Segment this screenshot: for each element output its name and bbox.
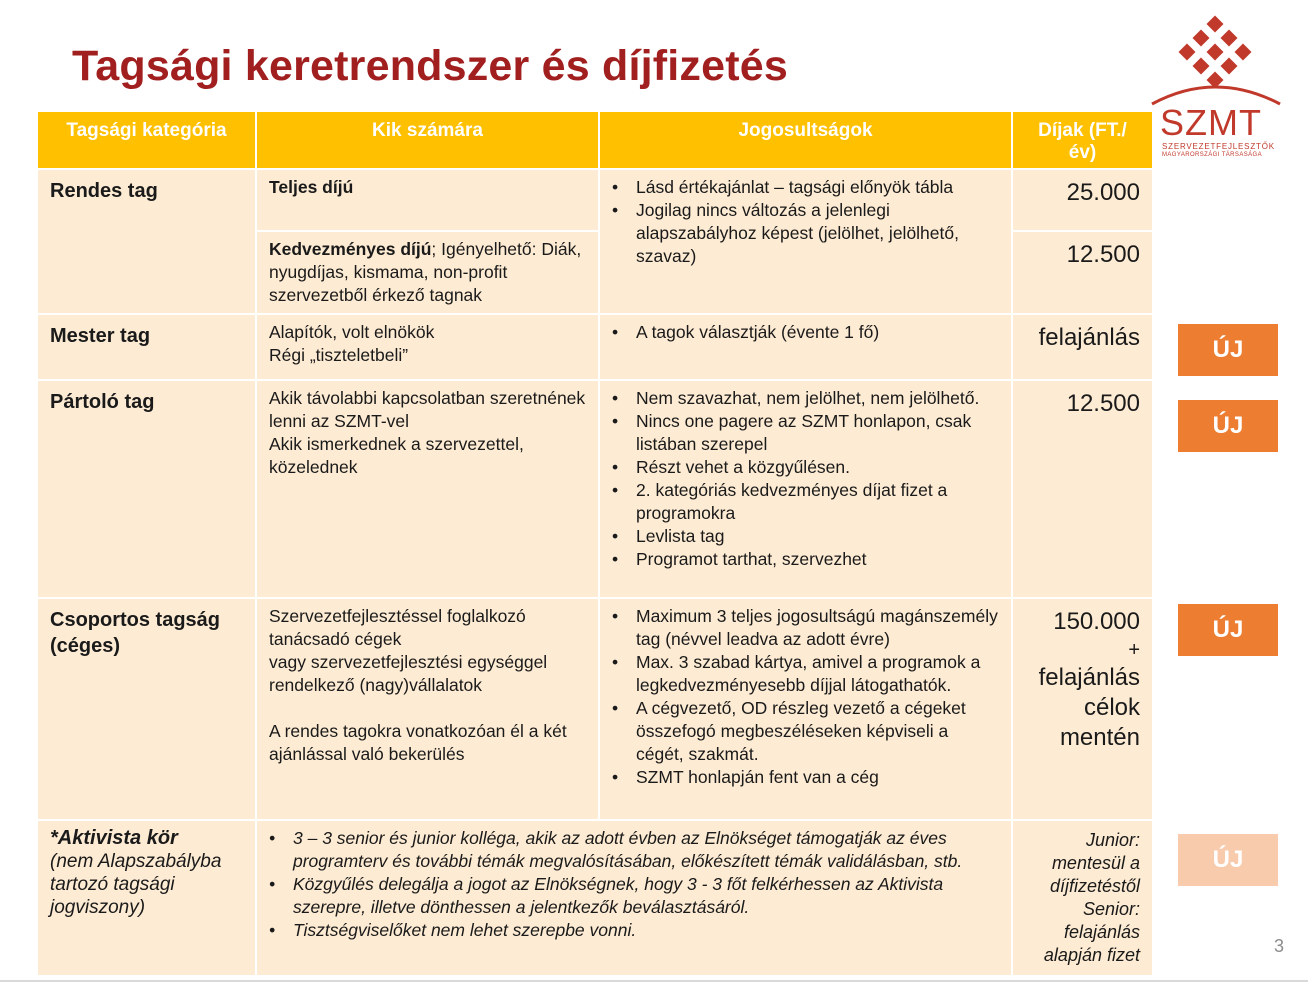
table-row: [37, 314, 1153, 380]
list-item: • Levlista tag: [636, 525, 999, 548]
rights-csoportos: [599, 598, 1012, 820]
header-category: Tagsági kategória: [37, 111, 256, 169]
fee-mester: felajánlás: [1012, 314, 1153, 380]
list-item: • SZMT honlapján fent van a cég: [636, 766, 999, 789]
rights-partolo: [599, 380, 1012, 598]
header-who: Kik számára: [256, 111, 599, 169]
list-item: • Tisztségviselőket nem lehet szerepbe vonni.: [293, 919, 999, 942]
table-row: [37, 598, 1153, 820]
list-item: • Közgyűlés delegálja a jogot az Elnökségnek, hogy 3 - 3 főt felkérhessen az Aktivista szerepre, illetve dönthessen a jelentkezők beválasztásáról.: [293, 873, 999, 919]
fee-rendes-full: 25.000: [1012, 169, 1153, 231]
szmt-logo: [1148, 12, 1288, 172]
rights-mester: [599, 314, 1012, 380]
table-row: [37, 169, 1153, 231]
header-fees: Díjak (FT./év): [1012, 111, 1153, 169]
page-title: Tagsági keretrendszer és díjfizetés: [72, 42, 788, 90]
fee-partolo: 12.500: [1012, 380, 1153, 598]
new-badge-csoportos: ÚJ: [1178, 604, 1278, 656]
list-item: • A cégvezető, OD részleg vezető a cégeket összefogó megbeszéléseken képviseli a cégét, szakmát.: [636, 697, 999, 766]
list-item: • Részt vehet a közgyűlésen.: [636, 456, 999, 479]
header-rights: Jogosultságok: [599, 111, 1012, 169]
bottom-divider: [0, 980, 1308, 982]
new-badge-partolo: ÚJ: [1178, 400, 1278, 452]
list-item: • Jogilag nincs változás a jelenlegi alapszabályhoz képest (jelölhet, jelölhető, szavaz): [636, 199, 999, 268]
who-partolo: Akik távolabbi kapcsolatban szeretnének lenni az SZMT-vel Akik ismerkednek a szervezettel, közelednek: [256, 380, 599, 598]
diamond-pattern-icon: [1148, 12, 1288, 112]
logo-subtitle-2: MAGYARORSZÁGI TÁRSASÁGA: [1162, 152, 1262, 158]
table-row: [37, 380, 1153, 598]
rights-aktivista: [256, 820, 1012, 976]
table-row: [37, 820, 1153, 976]
list-item: • 2. kategóriás kedvezményes díjat fizet a programokra: [636, 479, 999, 525]
list-item: • Lásd értékajánlat – tagsági előnyök tábla: [636, 176, 999, 199]
who-mester: Alapítók, volt elnökök Régi „tiszteletbeli”: [256, 314, 599, 380]
list-item: • 3 – 3 senior és junior kolléga, akik az adott évben az Elnökséget támogatják az éves programterv és további témák megvalósításában, előkészített témák validálásban, stb.: [293, 827, 999, 873]
list-item: • Maximum 3 teljes jogosultságú magánszemély tag (névvel leadva az adott évre): [636, 605, 999, 651]
list-item: • Max. 3 szabad kártya, amivel a programok a legkedvezményesebb díjjal látogathatók.: [636, 651, 999, 697]
membership-table: [36, 110, 1154, 977]
who-rendes-full: Teljes díjú: [256, 169, 599, 231]
who-rendes-discount: Kedvezményes díjú; Igényelhető: Diák, nyugdíjas, kismama, non-profit szervezetből érkező tagnak: [256, 231, 599, 314]
logo-subtitle-1: SZERVEZETFEJLESZTŐK: [1162, 142, 1275, 151]
list-item: • Nem szavazhat, nem jelölhet, nem jelölhető.: [636, 387, 999, 410]
category-rendes: Rendes tag: [37, 169, 256, 314]
fee-csoportos: 150.000 + felajánlás célok mentén: [1012, 598, 1153, 820]
list-item: • Programot tarthat, szervezhet: [636, 548, 999, 571]
new-badge-mester: ÚJ: [1178, 324, 1278, 376]
list-item: • A tagok választják (évente 1 fő): [636, 321, 999, 344]
page-number: 3: [1274, 936, 1285, 956]
table-header-row: [37, 111, 1153, 169]
category-csoportos: Csoportos tagság (céges): [37, 598, 256, 820]
rights-rendes: [599, 169, 1012, 314]
logo-name: SZMT: [1160, 102, 1262, 143]
new-badge-aktivista: ÚJ: [1178, 834, 1278, 886]
fee-aktivista: Junior: mentesül a díjfizetéstől Senior: felajánlás alapján fizet: [1012, 820, 1153, 976]
category-mester: Mester tag: [37, 314, 256, 380]
category-partolo: Pártoló tag: [37, 380, 256, 598]
list-item: • Nincs one pagere az SZMT honlapon, csak listában szerepel: [636, 410, 999, 456]
category-aktivista: *Aktivista kör (nem Alapszabályba tartozó tagsági jogviszony): [37, 820, 256, 976]
who-csoportos: Szervezetfejlesztéssel foglalkozó tanácsadó cégek vagy szervezetfejlesztési egységgel rendelkező (nagy)vállalatok A rendes tagokra vonatkozóan él a két ajánlással való bekerülés: [256, 598, 599, 820]
fee-rendes-discount: 12.500: [1012, 231, 1153, 314]
